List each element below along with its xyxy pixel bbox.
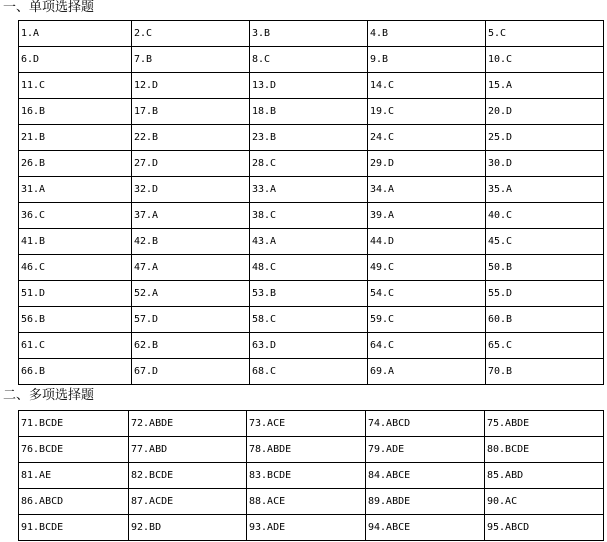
answer-cell: 17.B bbox=[132, 99, 250, 125]
answer-cell: 32.D bbox=[132, 177, 250, 203]
answer-cell: 2.C bbox=[132, 21, 250, 47]
answer-cell: 16.B bbox=[19, 99, 132, 125]
answer-cell: 55.D bbox=[486, 281, 604, 307]
answer-cell: 74.ABCD bbox=[366, 411, 485, 437]
answer-cell: 63.D bbox=[250, 333, 368, 359]
table-row bbox=[19, 177, 604, 203]
answer-cell: 13.D bbox=[250, 73, 368, 99]
table-row bbox=[19, 125, 604, 151]
answer-cell: 42.B bbox=[132, 229, 250, 255]
answer-cell: 76.BCDE bbox=[19, 437, 129, 463]
answer-cell: 93.ADE bbox=[247, 515, 366, 541]
table-row bbox=[19, 411, 604, 437]
section-title-multiple-choice: 二、多项选择题 bbox=[3, 388, 95, 403]
answer-cell: 92.BD bbox=[129, 515, 247, 541]
answer-cell: 78.ABDE bbox=[247, 437, 366, 463]
answer-cell: 14.C bbox=[368, 73, 486, 99]
answer-cell: 4.B bbox=[368, 21, 486, 47]
table-row bbox=[19, 489, 604, 515]
answer-cell: 25.D bbox=[486, 125, 604, 151]
answer-cell: 85.ABD bbox=[485, 463, 604, 489]
table-row bbox=[19, 281, 604, 307]
answer-cell: 89.ABDE bbox=[366, 489, 485, 515]
answer-cell: 67.D bbox=[132, 359, 250, 385]
answer-cell: 68.C bbox=[250, 359, 368, 385]
table-row bbox=[19, 73, 604, 99]
answer-cell: 57.D bbox=[132, 307, 250, 333]
answer-cell: 53.B bbox=[250, 281, 368, 307]
answer-cell: 47.A bbox=[132, 255, 250, 281]
answer-cell: 33.A bbox=[250, 177, 368, 203]
answer-cell: 62.B bbox=[132, 333, 250, 359]
table-row bbox=[19, 307, 604, 333]
answer-cell: 23.B bbox=[250, 125, 368, 151]
answer-cell: 20.D bbox=[486, 99, 604, 125]
answer-cell: 39.A bbox=[368, 203, 486, 229]
multiple-choice-answer-table bbox=[18, 410, 604, 541]
answer-cell: 19.C bbox=[368, 99, 486, 125]
answer-cell: 37.A bbox=[132, 203, 250, 229]
table-row bbox=[19, 463, 604, 489]
table-row bbox=[19, 333, 604, 359]
answer-cell: 79.ADE bbox=[366, 437, 485, 463]
answer-cell: 35.A bbox=[486, 177, 604, 203]
answer-cell: 44.D bbox=[368, 229, 486, 255]
answer-cell: 15.A bbox=[486, 73, 604, 99]
answer-cell: 59.C bbox=[368, 307, 486, 333]
answer-cell: 65.C bbox=[486, 333, 604, 359]
answer-cell: 22.B bbox=[132, 125, 250, 151]
table-row bbox=[19, 21, 604, 47]
answer-cell: 6.D bbox=[19, 47, 132, 73]
table-row bbox=[19, 203, 604, 229]
answer-cell: 88.ACE bbox=[247, 489, 366, 515]
answer-cell: 48.C bbox=[250, 255, 368, 281]
table-row bbox=[19, 151, 604, 177]
answer-cell: 66.B bbox=[19, 359, 132, 385]
answer-cell: 71.BCDE bbox=[19, 411, 129, 437]
section-title-single-choice: 一、单项选择题 bbox=[3, 0, 95, 15]
answer-cell: 7.B bbox=[132, 47, 250, 73]
answer-cell: 94.ABCE bbox=[366, 515, 485, 541]
answer-cell: 21.B bbox=[19, 125, 132, 151]
answer-cell: 29.D bbox=[368, 151, 486, 177]
answer-cell: 61.C bbox=[19, 333, 132, 359]
answer-cell: 70.B bbox=[486, 359, 604, 385]
answer-cell: 84.ABCE bbox=[366, 463, 485, 489]
answer-cell: 49.C bbox=[368, 255, 486, 281]
answer-cell: 31.A bbox=[19, 177, 132, 203]
answer-cell: 11.C bbox=[19, 73, 132, 99]
answer-cell: 45.C bbox=[486, 229, 604, 255]
answer-cell: 83.BCDE bbox=[247, 463, 366, 489]
table-row bbox=[19, 99, 604, 125]
table-row bbox=[19, 515, 604, 541]
answer-cell: 81.AE bbox=[19, 463, 129, 489]
table-row bbox=[19, 229, 604, 255]
answer-cell: 82.BCDE bbox=[129, 463, 247, 489]
answer-cell: 60.B bbox=[486, 307, 604, 333]
answer-cell: 24.C bbox=[368, 125, 486, 151]
answer-cell: 72.ABDE bbox=[129, 411, 247, 437]
answer-cell: 38.C bbox=[250, 203, 368, 229]
answer-cell: 64.C bbox=[368, 333, 486, 359]
answer-cell: 50.B bbox=[486, 255, 604, 281]
answer-cell: 87.ACDE bbox=[129, 489, 247, 515]
answer-cell: 69.A bbox=[368, 359, 486, 385]
answer-cell: 27.D bbox=[132, 151, 250, 177]
answer-cell: 26.B bbox=[19, 151, 132, 177]
answer-cell: 46.C bbox=[19, 255, 132, 281]
answer-cell: 8.C bbox=[250, 47, 368, 73]
answer-cell: 91.BCDE bbox=[19, 515, 129, 541]
answer-cell: 75.ABDE bbox=[485, 411, 604, 437]
answer-cell: 40.C bbox=[486, 203, 604, 229]
table-row bbox=[19, 47, 604, 73]
answer-cell: 36.C bbox=[19, 203, 132, 229]
answer-cell: 1.A bbox=[19, 21, 132, 47]
answer-cell: 52.A bbox=[132, 281, 250, 307]
answer-cell: 95.ABCD bbox=[485, 515, 604, 541]
answer-cell: 10.C bbox=[486, 47, 604, 73]
answer-cell: 3.B bbox=[250, 21, 368, 47]
table-row bbox=[19, 437, 604, 463]
answer-cell: 41.B bbox=[19, 229, 132, 255]
answer-cell: 34.A bbox=[368, 177, 486, 203]
answer-cell: 77.ABD bbox=[129, 437, 247, 463]
answer-cell: 9.B bbox=[368, 47, 486, 73]
answer-cell: 80.BCDE bbox=[485, 437, 604, 463]
answer-cell: 56.B bbox=[19, 307, 132, 333]
table-row bbox=[19, 359, 604, 385]
table-row bbox=[19, 255, 604, 281]
answer-cell: 73.ACE bbox=[247, 411, 366, 437]
answer-cell: 86.ABCD bbox=[19, 489, 129, 515]
answer-cell: 43.A bbox=[250, 229, 368, 255]
answer-cell: 12.D bbox=[132, 73, 250, 99]
answer-cell: 90.AC bbox=[485, 489, 604, 515]
answer-cell: 58.C bbox=[250, 307, 368, 333]
answer-cell: 28.C bbox=[250, 151, 368, 177]
answer-cell: 18.B bbox=[250, 99, 368, 125]
answer-cell: 51.D bbox=[19, 281, 132, 307]
single-choice-answer-table bbox=[18, 20, 604, 385]
answer-cell: 30.D bbox=[486, 151, 604, 177]
answer-cell: 54.C bbox=[368, 281, 486, 307]
answer-cell: 5.C bbox=[486, 21, 604, 47]
